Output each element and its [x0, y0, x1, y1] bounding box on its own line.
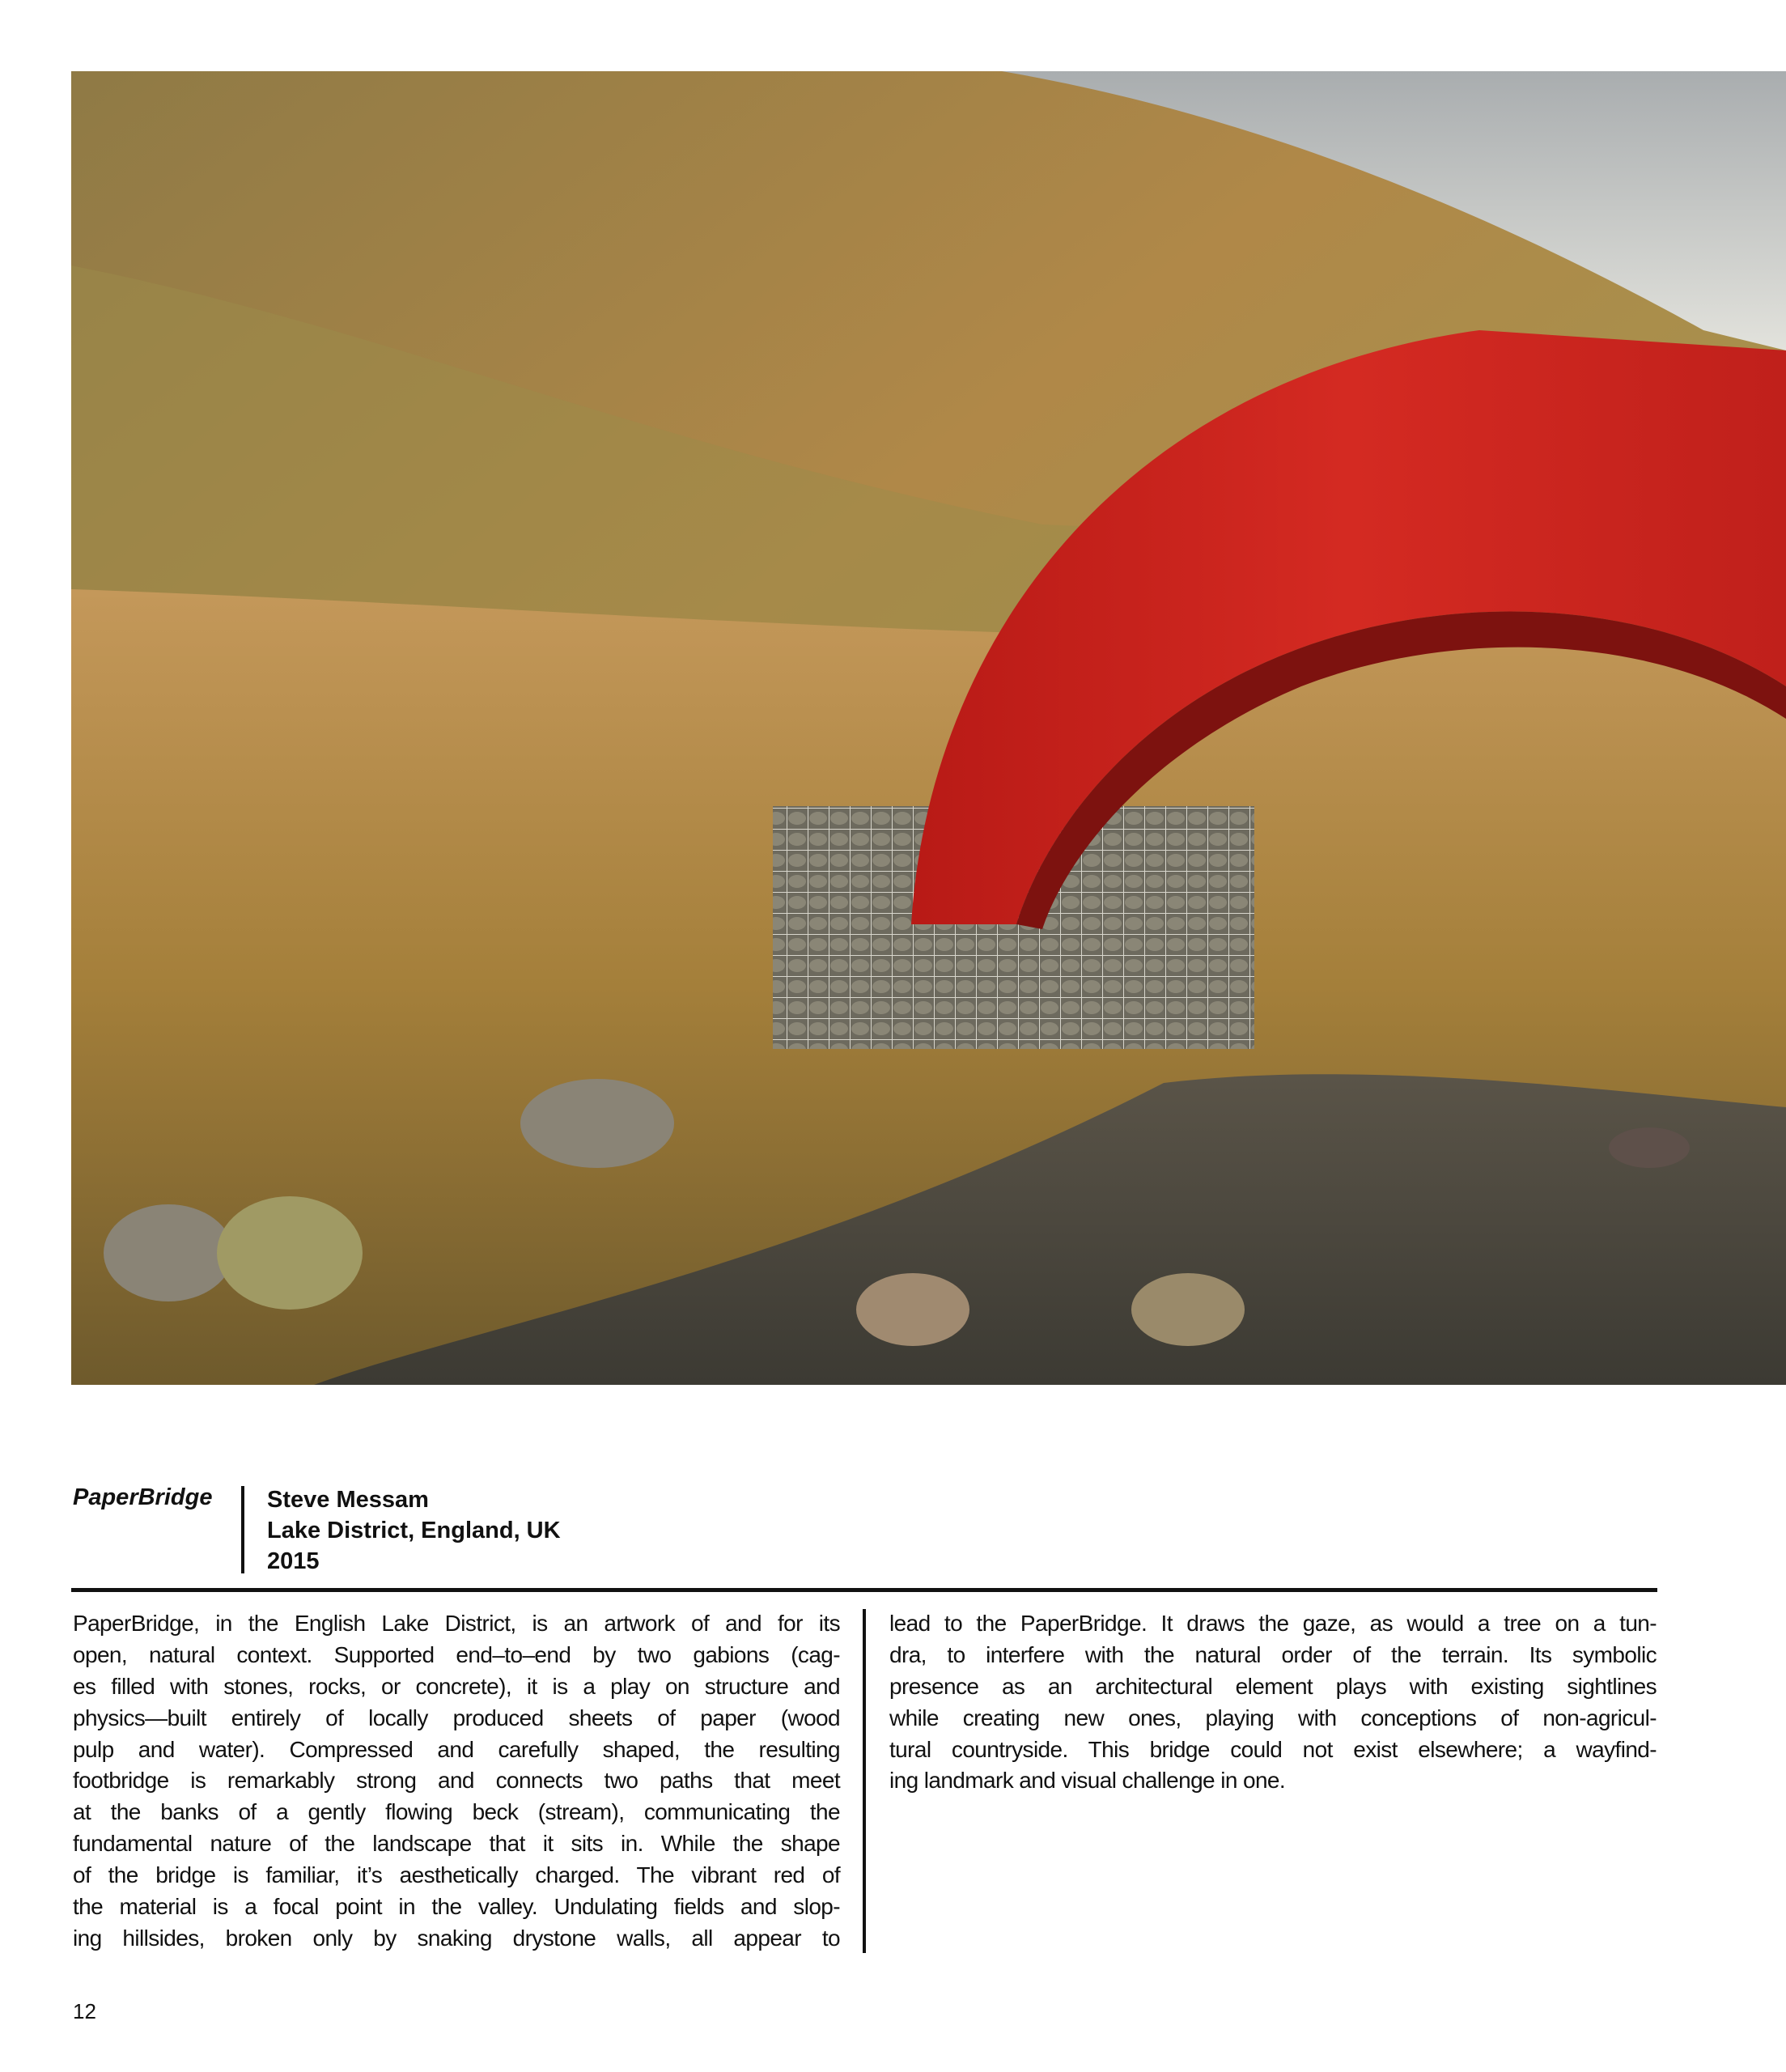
text-line: the material is a focal point in the valley. Undulating fields and slop-: [73, 1894, 840, 1920]
artist-name: Steve Messam: [267, 1487, 429, 1513]
text-line: presence as an architectural element plays with existing sightlines: [889, 1673, 1657, 1699]
horizontal-rule: [71, 1588, 1657, 1592]
text-line: PaperBridge, in the English Lake District, is an artwork of and for its: [73, 1611, 840, 1636]
text-line: pulp and water). Compressed and carefully shaped, the resulting: [73, 1736, 840, 1762]
paperbridge-photo: [71, 71, 1786, 1385]
artwork-location: Lake District, England, UK: [267, 1518, 561, 1543]
caption-divider: [241, 1486, 244, 1573]
body-column-1: [73, 1608, 840, 1955]
text-line: at the banks of a gently flowing beck (stream), communicating the: [73, 1799, 840, 1825]
text-line: fundamental nature of the landscape that it sits in. While the shape: [73, 1831, 840, 1857]
text-line: open, natural context. Supported end–to–end by two gabions (cag-: [73, 1641, 840, 1667]
text-line: footbridge is remarkably strong and connects two paths that meet: [73, 1768, 840, 1794]
body-column-2: [889, 1608, 1657, 1797]
column-divider: [863, 1609, 866, 1953]
text-line: es filled with stones, rocks, or concrete), it is a play on structure and: [73, 1673, 840, 1699]
text-line: ing hillsides, broken only by snaking drystone walls, all appear to: [73, 1925, 840, 1951]
text-line: physics—built entirely of locally produced sheets of paper (wood: [73, 1705, 840, 1730]
text-line: ing landmark and visual challenge in one.: [889, 1768, 1286, 1794]
text-line: lead to the PaperBridge. It draws the gaze, as would a tree on a tun-: [889, 1611, 1657, 1636]
text-line: while creating new ones, playing with conceptions of non-agricul-: [889, 1705, 1657, 1730]
page-number: 12: [73, 1999, 96, 2023]
artwork-meta: [267, 1484, 561, 1577]
artwork-title: PaperBridge: [73, 1484, 213, 1510]
text-line: tural countryside. This bridge could not exist elsewhere; a wayfind-: [889, 1736, 1657, 1762]
text-line: of the bridge is familiar, it’s aesthetically charged. The vibrant red of: [73, 1862, 840, 1888]
artwork-year: 2015: [267, 1548, 320, 1574]
text-line: dra, to interfere with the natural order of the terrain. Its symbolic: [889, 1641, 1657, 1667]
